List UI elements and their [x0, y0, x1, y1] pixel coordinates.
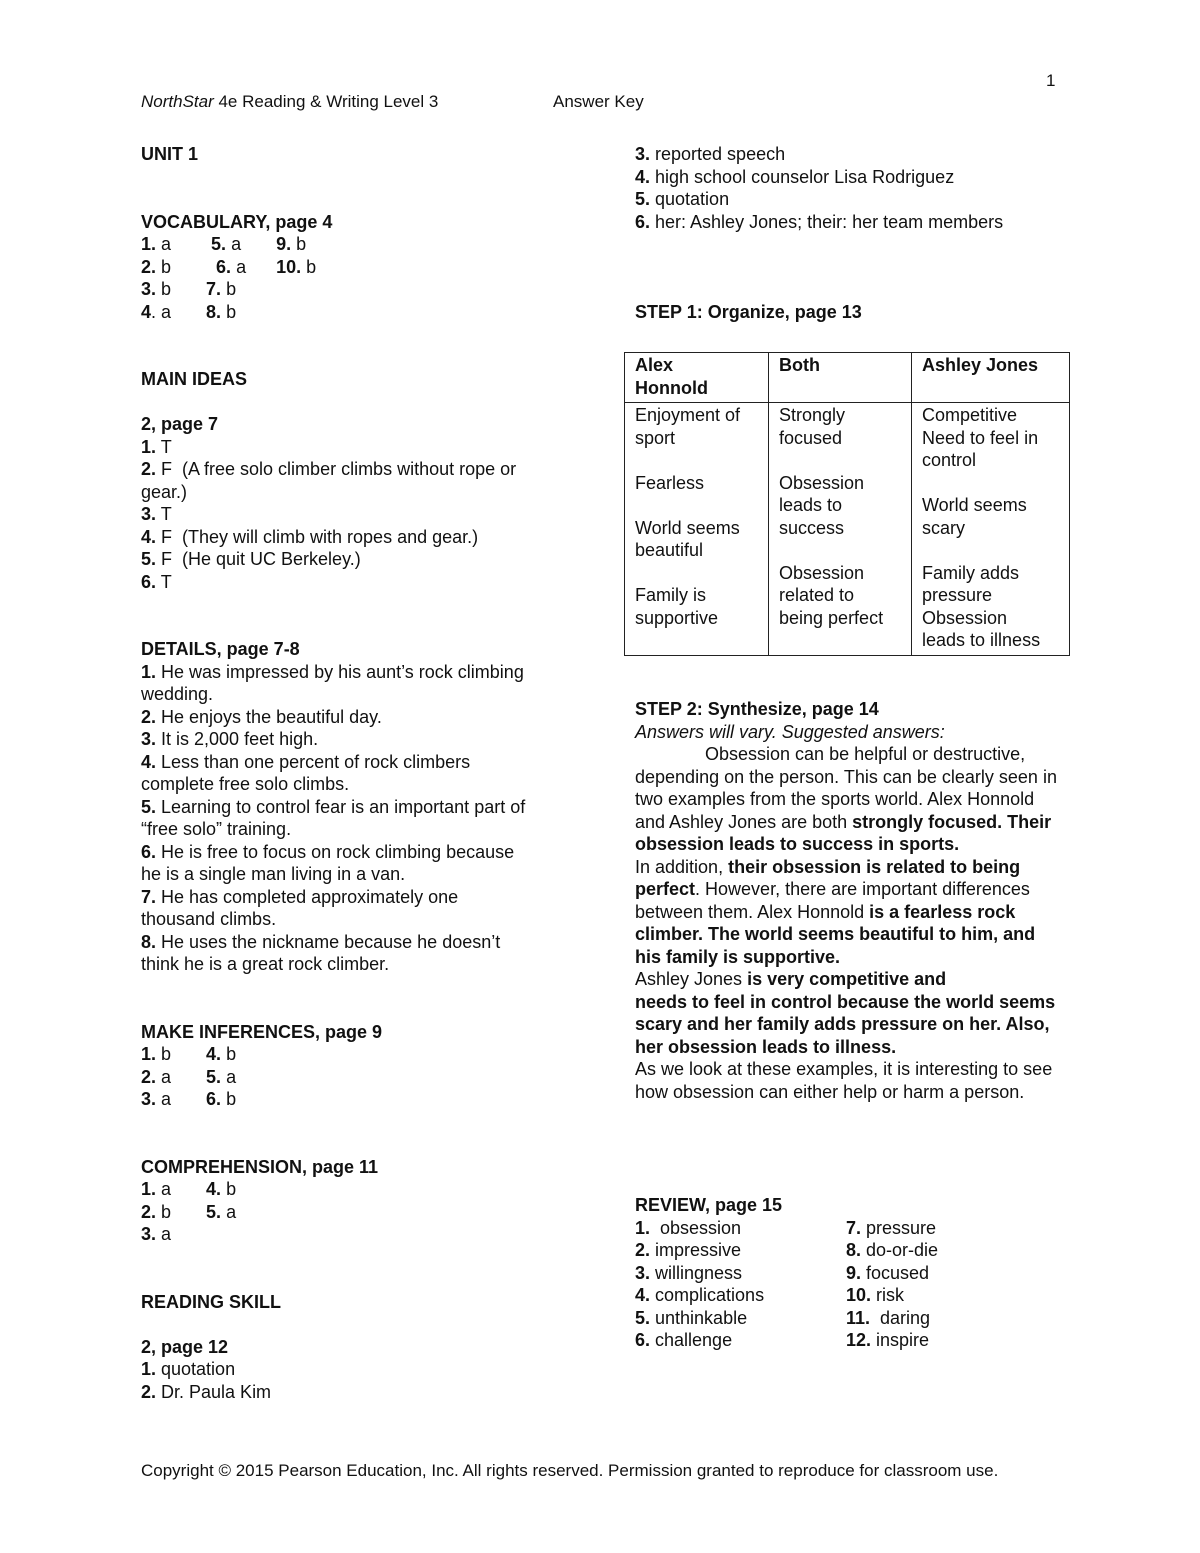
- answer-row: [141, 1088, 581, 1111]
- step2-section: [635, 698, 1065, 1103]
- review-row: [635, 1284, 1065, 1307]
- answer-number: 1.: [141, 1179, 157, 1199]
- body-cell-both: [769, 403, 912, 656]
- answer-line: [141, 931, 581, 954]
- answer-number: 1.: [141, 436, 157, 457]
- cell-text: Strongly: [779, 405, 846, 425]
- answer-line: [141, 458, 581, 481]
- copyright-footer: Copyright © 2015 Pearson Education, Inc. All rights reserved. Permission granted to reproduce for classroom use.: [141, 1461, 999, 1480]
- answer-value: b: [221, 301, 237, 322]
- answer-line: [141, 796, 581, 819]
- body-cell-alex: [625, 403, 769, 656]
- answer-text: T: [156, 504, 172, 524]
- answer-value: b: [156, 279, 207, 299]
- header-text: Ashley Jones: [922, 355, 1039, 375]
- cell-text: leads to illness: [922, 630, 1041, 650]
- cell-text: scary: [922, 517, 966, 538]
- answer-number: 4.: [141, 751, 157, 772]
- answer-row: [141, 1066, 581, 1089]
- answer-number: 5.: [141, 796, 157, 817]
- cell-text: Obsession: [779, 472, 865, 493]
- answer-text: Dr. Paula Kim: [156, 1381, 272, 1402]
- answer-value: a: [156, 1179, 207, 1199]
- answer-number: 3.: [635, 144, 651, 164]
- answer-value: b: [301, 256, 317, 277]
- answer-text: T: [156, 571, 172, 592]
- page-number: 1: [1046, 71, 1056, 90]
- answer-number: 3.: [141, 729, 157, 749]
- answer-line: [635, 211, 1075, 234]
- answer-number: 2.: [141, 1381, 157, 1402]
- cell-text: Family is: [635, 585, 706, 605]
- answer-text: complete free solo climbs.: [141, 774, 350, 794]
- cell-text: focused: [779, 427, 843, 448]
- vocabulary-answers: [141, 233, 581, 323]
- main-ideas-heading: MAIN IDEAS: [141, 369, 248, 389]
- answer-text: impressive: [650, 1240, 742, 1260]
- answer-text: He enjoys the beautiful day.: [156, 706, 382, 727]
- answer-text: He is free to focus on rock climbing because: [156, 841, 515, 862]
- answer-number: 6.: [141, 841, 157, 862]
- answer-value: a: [226, 234, 277, 254]
- answer-text: Learning to control fear is an important part of: [156, 796, 526, 817]
- answer-value: a: [231, 256, 277, 277]
- answer-row: [141, 1201, 581, 1224]
- cell-text: sport: [635, 427, 676, 448]
- answer-line: [141, 751, 581, 774]
- answer-text: It is 2,000 feet high.: [156, 729, 319, 749]
- cell-text: control: [922, 450, 977, 470]
- inferences-heading: MAKE INFERENCES, page 9: [141, 1021, 383, 1042]
- review-item: [846, 1239, 938, 1262]
- cell-text: [779, 539, 901, 562]
- answer-number: 2.: [141, 706, 157, 727]
- answer-number: 1.: [635, 1217, 651, 1238]
- step2-paragraph: Obsession can be helpful or destructive, depending on the person. This can be clearly seen in two examples from the sports world. Alex Honnold and Ashley Jones are both strongly focused. Their obsession leads to success in sports. In addition, their obsession is related to being perfect. However, there are important differences between them. Alex Honnold is a fearless rock climber. The world seems beautiful to him, and his family is supportive. Ashley Jones is very competitive and needs to feel in control because the world seems scary and her family adds pressure on her. Also, her obsession leads to illness. As we look at these examples, it is interesting to see how obsession can either help or harm a person.: [635, 744, 1057, 1102]
- reading-skill-continued: [635, 143, 1075, 233]
- cell-text: Enjoyment of: [635, 405, 741, 425]
- answer-line: [141, 706, 581, 729]
- cell-text: [635, 494, 758, 517]
- answer-number: 8.: [206, 301, 222, 322]
- answer-number: 1.: [141, 661, 157, 682]
- reading-skill-answers: [141, 1358, 581, 1403]
- answer-number: 3.: [141, 279, 157, 299]
- answer-text: unthinkable: [650, 1307, 748, 1328]
- answer-number: 2.: [141, 459, 157, 479]
- answer-text: focused: [861, 1262, 930, 1283]
- answer-line: [635, 143, 1075, 166]
- unit-heading: UNIT 1: [141, 144, 199, 164]
- step2-heading: STEP 2: Synthesize, page 14: [635, 699, 879, 719]
- comprehension-heading: COMPREHENSION, page 11: [141, 1156, 379, 1177]
- answer-number: 8.: [846, 1240, 862, 1260]
- left-column: [141, 143, 581, 1403]
- answer-line: [141, 863, 581, 886]
- answer-number: 6.: [635, 1330, 651, 1350]
- answer-line: [141, 818, 581, 841]
- answer-line: [141, 481, 581, 504]
- answer-text: obsession: [650, 1217, 742, 1238]
- answer-line: [141, 1358, 581, 1381]
- answer-text: “free solo” training.: [141, 819, 292, 839]
- cell-text: supportive: [635, 607, 719, 628]
- review-item: [846, 1307, 930, 1330]
- answer-number: 12.: [846, 1330, 872, 1350]
- answer-number: 4.: [635, 1285, 651, 1305]
- answer-row: [141, 301, 581, 324]
- answer-text: F (They will climb with ropes and gear.): [156, 526, 479, 547]
- answer-line: [141, 886, 581, 909]
- answer-number: 1.: [141, 1359, 157, 1379]
- answer-value: b: [291, 234, 307, 254]
- title-rest: 4e Reading & Writing Level 3: [213, 92, 439, 111]
- cell-text: [635, 562, 758, 585]
- cell-text: related to: [779, 585, 855, 605]
- answer-text: risk: [871, 1285, 905, 1305]
- answer-number: 7.: [846, 1217, 862, 1238]
- answer-number: 6.: [216, 256, 232, 277]
- answer-number: 1.: [141, 1044, 157, 1064]
- answer-number: 2.: [635, 1240, 651, 1260]
- answer-value: b: [156, 1201, 207, 1222]
- review-answers: [635, 1217, 1065, 1352]
- organizer-table: [624, 352, 1070, 656]
- answer-number: 2.: [141, 1066, 157, 1087]
- answer-number: 1.: [141, 234, 157, 254]
- answer-line: [635, 188, 1075, 211]
- cell-text: Need to feel in: [922, 427, 1039, 448]
- answer-value: a: [156, 1224, 172, 1244]
- answer-text: F (He quit UC Berkeley.): [156, 549, 361, 569]
- review-item: [635, 1217, 846, 1240]
- answer-number: 3.: [141, 1224, 157, 1244]
- answer-line: [141, 526, 581, 549]
- answer-value: a: [156, 234, 212, 254]
- answer-text: quotation: [156, 1359, 236, 1379]
- details-heading: DETAILS, page 7-8: [141, 639, 300, 659]
- review-item: [635, 1329, 846, 1352]
- answer-number: 5.: [141, 549, 157, 569]
- answer-text: challenge: [650, 1330, 733, 1350]
- cell-text: [922, 539, 1059, 562]
- answer-number: 11.: [846, 1307, 871, 1328]
- answer-line: [141, 571, 581, 594]
- answer-number: 3.: [141, 504, 157, 524]
- header-text: Alex: [635, 355, 674, 375]
- answer-text: her: Ashley Jones; their: her team members: [650, 211, 1004, 232]
- answer-row: [141, 1223, 581, 1246]
- answer-value: a: [156, 1066, 207, 1087]
- review-row: [635, 1262, 1065, 1285]
- answer-number: 9.: [276, 234, 292, 254]
- review-item: [846, 1217, 936, 1240]
- answer-number: 6.: [635, 211, 651, 232]
- answer-text: daring: [870, 1307, 931, 1328]
- answer-text: he is a single man living in a van.: [141, 864, 406, 884]
- answer-number: 10.: [846, 1285, 872, 1305]
- answer-line: [635, 166, 1075, 189]
- answer-number: 5.: [635, 189, 651, 209]
- answer-text: reported speech: [650, 144, 786, 164]
- step2-note: Answers will vary. Suggested answers:: [635, 721, 945, 742]
- answer-line: [141, 908, 581, 931]
- vocabulary-heading: VOCABULARY, page 4: [141, 211, 333, 232]
- inferences-answers: [141, 1043, 581, 1111]
- cell-text: World seems: [635, 517, 740, 538]
- answer-number: 5.: [206, 1066, 222, 1087]
- review-item: [846, 1329, 929, 1352]
- organizer-header-row: [625, 353, 1070, 403]
- answer-number: 5.: [635, 1307, 651, 1328]
- answer-text: think he is a great rock climber.: [141, 954, 390, 974]
- answer-text: quotation: [650, 189, 730, 209]
- cell-text: success: [779, 517, 845, 538]
- main-ideas-subheading: 2, page 7: [141, 414, 219, 434]
- title-italic: NorthStar: [141, 92, 214, 111]
- review-row: [635, 1217, 1065, 1240]
- answer-number: 4.: [206, 1044, 222, 1064]
- header-cell-alex: [625, 353, 769, 403]
- answer-number: 7.: [206, 279, 222, 299]
- cell-text: Competitive: [922, 405, 1018, 425]
- reading-skill-heading: READING SKILL: [141, 1291, 282, 1312]
- organizer-body-row: [625, 403, 1070, 656]
- answer-text: He has completed approximately one: [156, 886, 459, 907]
- cell-text: Obsession: [922, 607, 1008, 628]
- step1-heading: STEP 1: Organize, page 13: [635, 301, 862, 322]
- header-text: Honnold: [635, 377, 708, 398]
- answer-value: b: [221, 1044, 237, 1064]
- cell-text: Family adds: [922, 562, 1020, 583]
- answer-row: [141, 233, 581, 256]
- answer-number: 9.: [846, 1262, 862, 1283]
- answer-line: [141, 773, 581, 796]
- answer-line: [141, 683, 581, 706]
- answer-text: complications: [650, 1285, 765, 1305]
- answer-value: . a: [151, 301, 207, 322]
- answer-number: 3.: [635, 1262, 651, 1283]
- answer-number: 5.: [206, 1201, 222, 1222]
- cell-text: [922, 472, 1059, 495]
- answer-text: Less than one percent of rock climbers: [156, 751, 471, 772]
- answer-text: He uses the nickname because he doesn’t: [156, 931, 501, 952]
- review-item: [846, 1284, 904, 1307]
- comprehension-answers: [141, 1178, 581, 1246]
- review-item: [635, 1284, 846, 1307]
- review-row: [635, 1239, 1065, 1262]
- answer-key-label: Answer Key: [553, 92, 644, 111]
- header-text: Both: [779, 355, 820, 375]
- answer-value: a: [221, 1201, 237, 1222]
- answer-number: 3.: [141, 1089, 157, 1109]
- cell-text: Obsession: [779, 562, 865, 583]
- answer-text: gear.): [141, 481, 188, 502]
- answer-row: [141, 1043, 581, 1066]
- answer-number: 4.: [206, 1179, 222, 1199]
- answer-row: [141, 278, 581, 301]
- cell-text: World seems: [922, 495, 1027, 515]
- document-title: [141, 92, 438, 112]
- answer-text: F (A free solo climber climbs without rope or: [156, 459, 517, 479]
- header-cell-both: [769, 353, 912, 403]
- answer-value: b: [221, 1089, 237, 1109]
- review-heading: REVIEW, page 15: [635, 1195, 783, 1215]
- answer-text: He was impressed by his aunt’s rock climbing: [156, 661, 524, 682]
- review-row: [635, 1307, 1065, 1330]
- answer-number: 2.: [141, 256, 157, 277]
- right-column-top: [635, 143, 1075, 323]
- answer-text: inspire: [871, 1330, 930, 1350]
- answer-text: high school counselor Lisa Rodriguez: [650, 166, 955, 187]
- answer-text: T: [156, 436, 172, 457]
- answer-value: b: [156, 256, 217, 277]
- answer-number: 8.: [141, 931, 157, 952]
- answer-row: [141, 1178, 581, 1201]
- answer-line: [141, 503, 581, 526]
- answer-row: [141, 256, 581, 279]
- answer-number: 4.: [635, 166, 651, 187]
- answer-line: [141, 436, 581, 459]
- answer-text: pressure: [861, 1217, 937, 1238]
- answer-number: 4.: [141, 526, 157, 547]
- review-item: [635, 1262, 846, 1285]
- main-ideas-answers: [141, 436, 581, 594]
- review-item: [846, 1262, 929, 1285]
- answer-value: a: [156, 1089, 207, 1109]
- cell-text: pressure: [922, 585, 993, 605]
- answer-number: 6.: [141, 571, 157, 592]
- reading-skill-subheading: 2, page 12: [141, 1336, 229, 1357]
- answer-number: 2.: [141, 1201, 157, 1222]
- body-cell-ashley: [912, 403, 1070, 656]
- answer-line: [141, 1381, 581, 1404]
- answer-number: 7.: [141, 886, 157, 907]
- cell-text: beautiful: [635, 540, 704, 560]
- answer-value: b: [221, 279, 237, 299]
- cell-text: being perfect: [779, 607, 884, 628]
- header-cell-ashley: [912, 353, 1070, 403]
- answer-text: wedding.: [141, 684, 214, 704]
- answer-text: do-or-die: [861, 1240, 939, 1260]
- details-answers: [141, 661, 581, 976]
- cell-text: [779, 449, 901, 472]
- answer-number: 6.: [206, 1089, 222, 1109]
- answer-number: 10.: [276, 256, 302, 277]
- answer-line: [141, 661, 581, 684]
- answer-value: b: [156, 1044, 207, 1064]
- answer-value: a: [221, 1066, 237, 1087]
- cell-text: leads to: [779, 495, 843, 515]
- answer-line: [141, 953, 581, 976]
- cell-text: [635, 449, 758, 472]
- review-row: [635, 1329, 1065, 1352]
- answer-value: b: [221, 1179, 237, 1199]
- answer-number: 5.: [211, 234, 227, 254]
- answer-line: [141, 728, 581, 751]
- review-item: [635, 1239, 846, 1262]
- answer-text: thousand climbs.: [141, 909, 277, 929]
- review-item: [635, 1307, 846, 1330]
- answer-line: [141, 841, 581, 864]
- cell-text: Fearless: [635, 472, 705, 493]
- answer-line: [141, 548, 581, 571]
- answer-number: 4: [141, 301, 152, 322]
- answer-text: willingness: [650, 1262, 743, 1283]
- review-section: [635, 1194, 1065, 1352]
